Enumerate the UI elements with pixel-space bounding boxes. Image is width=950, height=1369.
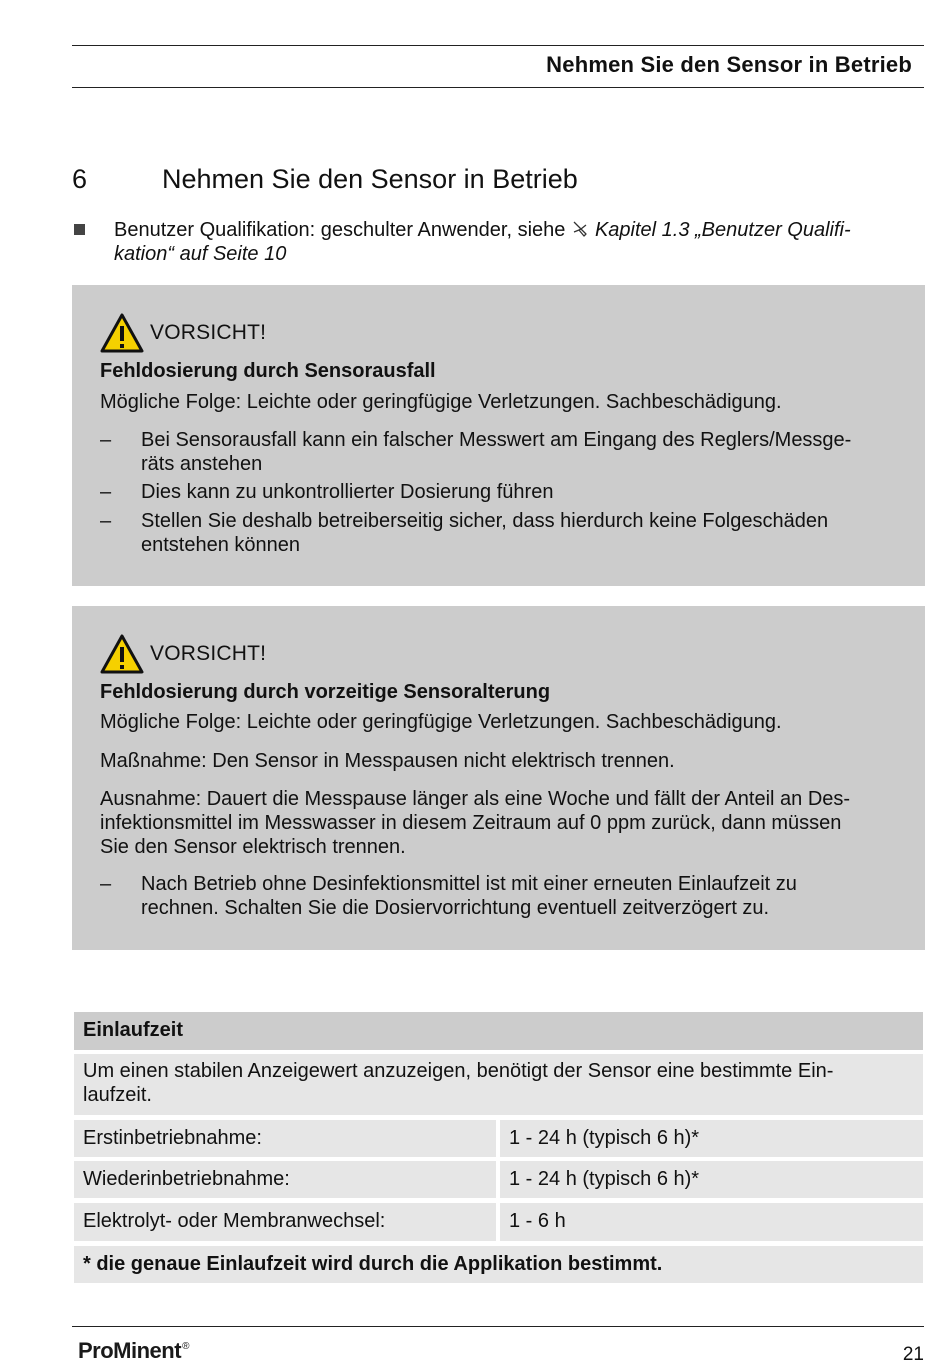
dash-bullet: – [100,873,112,895]
list-item [100,872,912,920]
list-item-text-cont: rechnen. Schalten Sie die Dosiervorrichtung eventuell zeitverzögert zu. [141,897,770,919]
chapter-number: 6 [72,164,88,194]
warning-triangle-icon [100,634,144,674]
table-footnote: * die genaue Einlaufzeit wird durch die Applikation bestimmt. [74,1246,923,1283]
list-item-text-cont: räts anstehen [141,453,263,475]
list-item-text: Stellen Sie deshalb betreiberseitig sicher, dass hierdurch keine Folgeschäden [141,510,829,532]
header-bottom-rule [72,87,924,88]
warning-signal-word: VORSICHT! [150,642,267,665]
qualification-note [114,218,914,266]
table-row-label: Elektrolyt- oder Membranwechsel: [74,1203,496,1241]
running-head: Nehmen Sie den Sensor in Betrieb [546,52,912,77]
chapter-reference-link[interactable]: Kapitel 1.3 „Benutzer Qualifi- [594,219,851,241]
exception-line: Ausnahme: Dauert die Messpause länger als eine Woche und fällt der Anteil an Des- [100,788,851,810]
warning-consequence: Mögliche Folge: Leichte oder geringfügige Verletzungen. Sachbeschädigung. [100,391,782,413]
dash-bullet: – [100,510,112,532]
table-row-label: Wiederinbetriebnahme: [74,1161,496,1198]
page-number: 21 [902,1344,924,1365]
table-intro-text: Um einen stabilen Anzeigewert anzuzeigen, benötigt der Sensor eine bestimmte Ein- laufzeit. [83,1060,834,1106]
warning-title: Fehldosierung durch Sensorausfall [100,360,436,382]
warning-triangle-icon [100,313,144,353]
prominent-logo: ProMinent® [78,1338,189,1363]
warning-exception [100,787,912,859]
warning-consequence: Mögliche Folge: Leichte oder geringfügige Verletzungen. Sachbeschädigung. [100,711,782,733]
table-row-label: Erstinbetriebnahme: [74,1120,496,1157]
header-top-rule [72,45,924,46]
warning-header [100,313,266,353]
table-row-value: 1 - 6 h [500,1203,923,1241]
pointing-hand-icon [571,220,591,238]
chapter-title: Nehmen Sie den Sensor in Betrieb [162,164,578,194]
square-bullet-icon [74,224,85,235]
warning-measure: Maßnahme: Den Sensor in Messpausen nicht elektrisch trennen. [100,750,675,772]
exception-line: infektionsmittel im Messwasser in diesem Zeitraum auf 0 ppm zurück, dann müssen [100,812,842,834]
list-item-text-cont: entstehen können [141,534,301,556]
warning-header [100,634,266,674]
footer-rule [72,1326,924,1327]
list-item-text: Nach Betrieb ohne Desinfektionsmittel ist mit einer erneuten Einlaufzeit zu [141,873,797,895]
list-item [100,428,912,476]
list-item [100,509,912,557]
chapter-reference-link-cont[interactable]: kation“ auf Seite 10 [114,243,287,265]
warning-signal-word: VORSICHT! [150,321,267,344]
table-header [74,1012,923,1050]
table-intro-row [74,1054,923,1115]
dash-bullet: – [100,429,112,451]
list-item-text: Bei Sensorausfall kann ein falscher Messwert am Eingang des Reglers/Messge- [141,429,852,451]
list-item [100,480,912,504]
table-row-value: 1 - 24 h (typisch 6 h)* [500,1120,923,1157]
table-header-text: Einlaufzeit [83,1019,184,1041]
list-item-text: Dies kann zu unkontrollierter Dosierung führen [141,481,554,503]
warning-box-sensor-aging [72,606,925,950]
dash-bullet: – [100,481,112,503]
table-row-value: 1 - 24 h (typisch 6 h)* [500,1161,923,1198]
exception-line: Sie den Sensor elektrisch trennen. [100,836,406,858]
warning-box-sensor-failure [72,285,925,586]
warning-title: Fehldosierung durch vorzeitige Sensoralterung [100,681,551,703]
qualification-text: Benutzer Qualifikation: geschulter Anwender, siehe [114,219,566,241]
